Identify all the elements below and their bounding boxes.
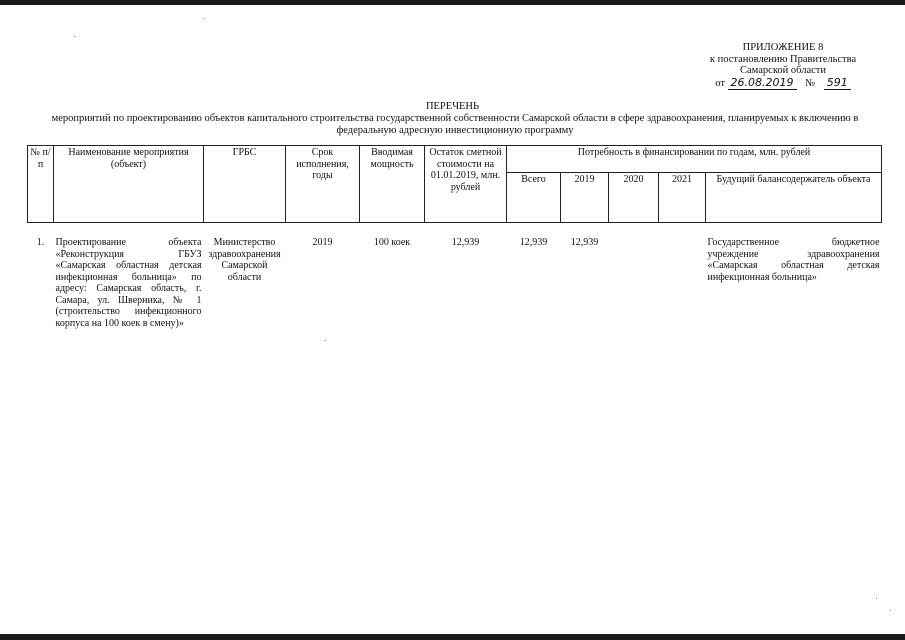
date-prefix: от — [715, 77, 725, 89]
handwritten-number: 591 — [824, 76, 851, 90]
cell-grbs: Министерство здравоохранения Самарской области — [208, 237, 281, 283]
cell-term: 2019 — [312, 237, 333, 248]
annex-date-line — [688, 77, 878, 90]
table-row — [28, 223, 882, 332]
annex-line-1: ПРИЛОЖЕНИЕ 8 — [742, 42, 824, 53]
cell-2019: 12,939 — [570, 237, 599, 248]
header-financing: Потребность в финансировании по годам, млн. рублей — [507, 146, 882, 173]
scan-speck — [876, 598, 877, 599]
annex-line-2: к постановлению Правительства — [709, 53, 857, 65]
scan-speck — [890, 610, 891, 611]
annex-block — [688, 42, 878, 89]
cell-total: 12,939 — [519, 237, 548, 248]
document-title: ПЕРЕЧЕНЬ — [425, 101, 480, 112]
number-prefix: № — [805, 77, 816, 89]
scan-speck — [325, 340, 326, 341]
cell-name: Проектирование объекта «Реконструкция ГБУЗ «Самарская областная детская инфекционная больница» по адресу: Самарская область, г. Самара, ул. Шверника, № 1 (строительство инфекционного корпуса на 100 коек в смену)» — [55, 237, 202, 329]
measures-table — [27, 145, 882, 331]
header-capacity: Вводимая мощность — [360, 146, 425, 223]
scan-top-edge — [0, 0, 905, 5]
cell-2021 — [659, 223, 706, 332]
document-subtitle: мероприятий по проектированию объектов капитального строительства государственной собственности Самарской области в сфере здравоохранения, планируемых к включению в федеральную адресную инвестиционную программу — [51, 113, 859, 136]
header-2020: 2020 — [609, 173, 659, 223]
scan-speck — [203, 18, 204, 19]
header-total: Всего — [507, 173, 561, 223]
header-term: Срок исполнения, годы — [286, 146, 360, 223]
annex-line-3: Самарской области — [740, 65, 826, 76]
header-holder: Будущий балансодержатель объекта — [706, 173, 882, 223]
cell-num: 1. — [36, 237, 45, 248]
cell-2020 — [609, 223, 659, 332]
cell-balance: 12,939 — [451, 237, 480, 248]
header-balance: Остаток сметной стоимости на 01.01.2019, млн. рублей — [425, 146, 507, 223]
header-grbs: ГРБС — [204, 146, 286, 223]
header-2019: 2019 — [561, 173, 609, 223]
header-2021: 2021 — [659, 173, 706, 223]
header-row-1 — [28, 146, 882, 173]
header-num: № п/п — [28, 146, 54, 223]
scan-bottom-edge — [0, 634, 905, 640]
cell-holder: Государственное бюджетное учреждение здравоохранения «Самарская областная детская инфекционная больница» — [707, 237, 880, 283]
header-name: Наименование мероприятия (объект) — [54, 146, 204, 223]
handwritten-date: 26.08.2019 — [728, 76, 797, 90]
cell-capacity: 100 коек — [373, 237, 411, 248]
scan-speck — [74, 36, 75, 37]
